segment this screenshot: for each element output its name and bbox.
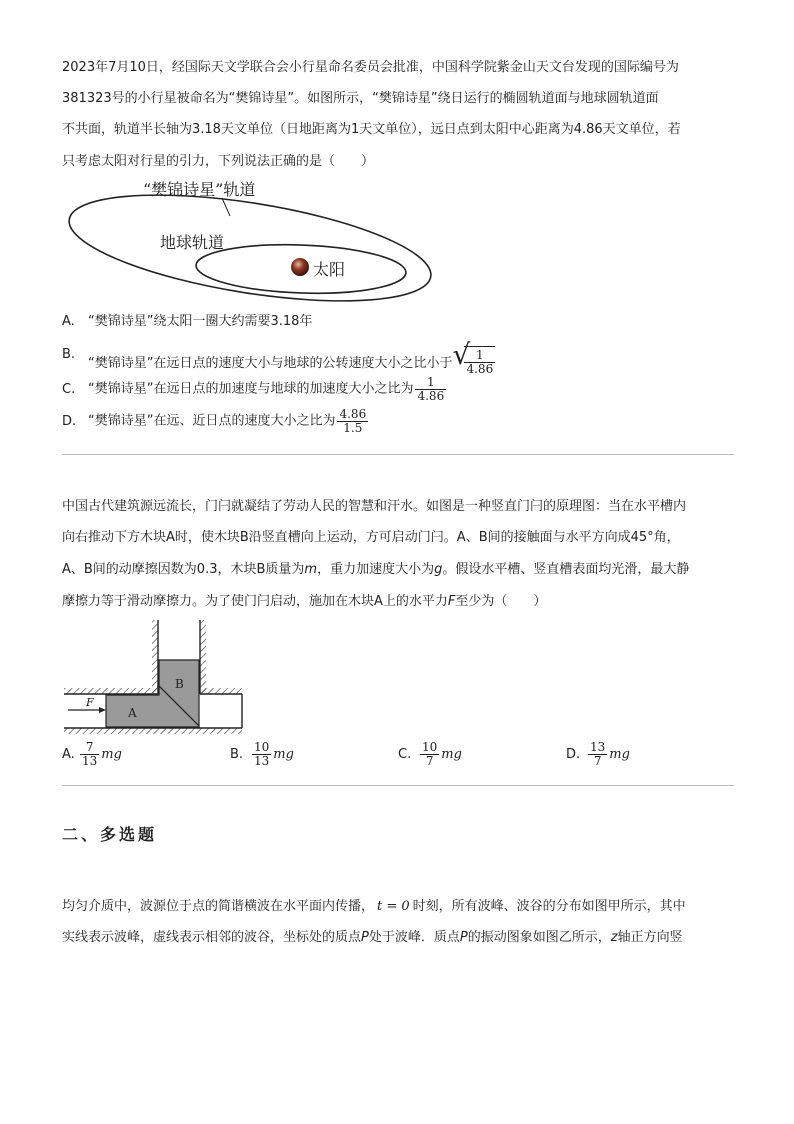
variable-m: m (304, 562, 318, 577)
divider (62, 454, 734, 455)
unit-mg: mg (273, 746, 294, 762)
orbit-pointer (222, 198, 230, 216)
divider (62, 785, 734, 786)
q2-line-3 (62, 561, 689, 579)
hatch-top-left (64, 688, 158, 694)
option-text: “樊锦诗星”在远日点的速度大小与地球的公转速度大小之比小于 (88, 355, 453, 371)
text-segment: 轴正方向竖 (617, 930, 683, 945)
q2-option-a[interactable] (62, 741, 122, 768)
q1-option-c[interactable] (62, 376, 446, 403)
denominator: 4.86 (417, 389, 445, 403)
q1-option-d[interactable] (62, 408, 368, 435)
option-label: D. (62, 414, 77, 429)
q1-option-a[interactable] (62, 313, 312, 331)
text-segment: 的振动图象如图乙所示， (467, 930, 611, 945)
block-a-label: A (128, 706, 137, 720)
option-label: D. (566, 747, 581, 762)
q1-line-3: 不共面，轨道半长轴为3.18天文单位（日地距离为1天文单位），远日点到太阳中心距离为4.86天文单位，若 (62, 122, 681, 137)
text-segment: 至少为（ ） (455, 594, 547, 609)
fraction (588, 741, 607, 768)
numerator: 10 (422, 740, 438, 754)
block-b-label: B (175, 677, 184, 691)
q2-line-4 (62, 593, 546, 611)
q1-line-4: 只考虑太阳对行星的引力，下列说法正确的是（ ） (62, 154, 375, 169)
orbit-label: “樊锦诗星”轨道 (143, 180, 256, 199)
hatch-slot-right (200, 620, 206, 694)
variable-f: F (447, 594, 456, 609)
option-label: C. (398, 747, 412, 762)
q2-line-2: 向右推动下方木块A时，使木块B沿竖直槽向上运动，方可启动门闩。A、B间的接触面与水平方向成45°角， (62, 530, 680, 545)
numerator: 1 (415, 376, 446, 390)
numerator: 7 (80, 741, 99, 755)
arrow-head-icon (99, 707, 106, 713)
denominator: 7 (593, 754, 602, 768)
fraction (420, 741, 439, 768)
q1-option-b[interactable] (62, 338, 495, 376)
text-segment: 摩擦力等于滑动摩擦力。为了使门闩启动，施加在木块A上的水平力 (62, 594, 448, 609)
option-label: A. (62, 314, 75, 329)
orbit-figure (62, 172, 442, 308)
text-segment: 处于波峰．质点 (368, 930, 460, 945)
q2-option-c[interactable] (398, 741, 462, 768)
fraction (337, 408, 368, 435)
unit-mg: mg (441, 746, 462, 762)
sqrt-expression: √ $\frac{1}{4.86}$ (452, 338, 494, 376)
text-segment: 时刻，所有波峰、波谷的分布如图甲所示，其中 (412, 899, 686, 914)
text-segment: 。假设水平槽、竖直槽表面均光滑，最大静 (442, 562, 690, 577)
option-text: “樊锦诗星”绕太阳一圈大约需要3.18年 (88, 314, 313, 329)
option-label: B. (62, 347, 76, 362)
text-segment: A、B间的动摩擦因数为0.3，木块B质量为 (62, 562, 305, 577)
denominator: 13 (82, 754, 98, 768)
q2-line-1: 中国古代建筑源远流长，门闩就凝结了劳动人民的智慧和汗水。如图是一种竖直门闩的原理图：当在水平槽内 (62, 499, 687, 514)
variable-p: P (459, 930, 468, 945)
fraction (80, 741, 99, 768)
denominator: 1.5 (343, 421, 363, 435)
time-equation: t = 0 (377, 899, 410, 914)
q2-option-d[interactable] (566, 741, 630, 768)
fraction (415, 376, 446, 403)
sun-label: 太阳 (313, 260, 346, 279)
option-label: A. (62, 747, 75, 762)
hatch-bottom (64, 728, 242, 734)
option-label: B. (230, 747, 244, 762)
section-title: 二、多选题 (62, 825, 158, 844)
numerator: 10 (254, 740, 270, 754)
q1-line-2: 381323号的小行星被命名为“樊锦诗星”。如图所示，“樊锦诗星”绕日运行的椭圆轨道面与地球圆轨道面 (62, 91, 659, 106)
text-segment: 均匀介质中，波源位于点的简谐横波在水平面内传播， (62, 899, 375, 914)
force-label: F (86, 696, 94, 709)
fraction (252, 741, 271, 768)
unit-mg: mg (101, 746, 122, 762)
hatch-slot-left (152, 620, 158, 694)
numerator: 13 (590, 740, 606, 754)
variable-g: g (434, 562, 443, 577)
denominator: 4.86 (466, 362, 494, 376)
text-segment: 实线表示波峰，虚线表示相邻的波谷，坐标处的质点 (62, 930, 362, 945)
latch-figure (64, 618, 248, 740)
option-label: C. (62, 382, 76, 397)
q3-line-2 (62, 929, 683, 947)
unit-mg: mg (609, 746, 630, 762)
option-text: “樊锦诗星”在远日点的加速度与地球的加速度大小之比为 (88, 381, 414, 397)
numerator: 1 (464, 349, 495, 363)
q2-option-b[interactable] (230, 741, 294, 768)
numerator: 4.86 (339, 407, 367, 421)
variable-p: P (361, 930, 369, 945)
q3-line-1 (62, 898, 686, 916)
earth-orbit-label: 地球轨道 (160, 233, 225, 252)
hatch-top-right (200, 688, 242, 694)
text-segment: ，重力加速度大小为 (317, 562, 435, 577)
sun-icon (291, 258, 309, 276)
q1-line-1: 2023年7月10日，经国际天文学联合会小行星命名委员会批准，中国科学院紫金山天文台发现的国际编号为 (62, 60, 679, 75)
denominator: 7 (425, 754, 434, 768)
option-text: “樊锦诗星”在远、近日点的速度大小之比为 (88, 413, 336, 429)
variable-z: z (610, 930, 618, 945)
denominator: 13 (254, 754, 270, 768)
